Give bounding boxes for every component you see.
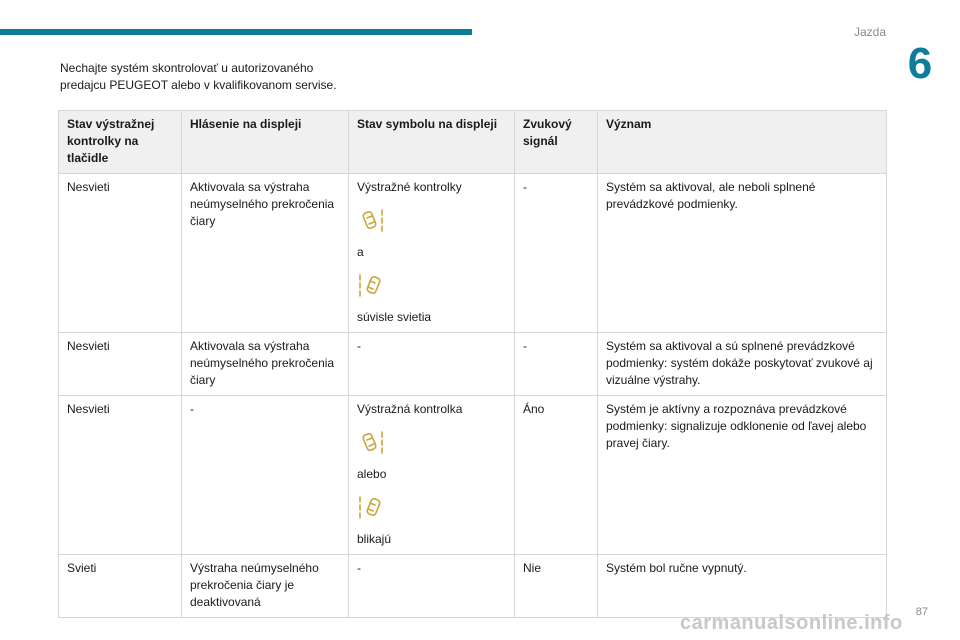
table-cell: Systém je aktívny a rozpoznáva prevádzkové podmienky: signalizuje odklonenie od ľavej alebo pravej čiary. xyxy=(598,396,887,555)
symbol-join: alebo xyxy=(357,467,387,481)
table-cell: Systém sa aktivoval, ale neboli splnené prevádzkové podmienky. xyxy=(598,174,887,333)
section-title: Jazda xyxy=(853,25,886,39)
table-cell: Výstraha neúmyselného prekročenia čiary je deaktivovaná xyxy=(182,555,349,618)
table-cell: Áno xyxy=(515,396,598,555)
intro-paragraph: Nechajte systém skontrolovať u autorizovaného predajcu PEUGEOT alebo v kvalifikovanom servise. xyxy=(60,61,337,92)
header-cell: Hlásenie na displeji xyxy=(182,111,349,174)
table-cell: Nesvieti xyxy=(59,396,182,555)
table-cell xyxy=(349,174,515,333)
symbol-state: blikajú xyxy=(357,532,392,546)
table-cell: - xyxy=(182,396,349,555)
chapter-number: 6 xyxy=(907,39,933,88)
lane-departure-right-icon xyxy=(357,208,387,234)
table-row xyxy=(59,555,887,618)
table-cell: Systém bol ručne vypnutý. xyxy=(598,555,887,618)
header-accent-bar xyxy=(0,29,472,35)
symbol-text: Výstražná kontrolka xyxy=(357,402,463,416)
symbol-join: a xyxy=(357,245,364,259)
table-cell: Svieti xyxy=(59,555,182,618)
table-cell: - xyxy=(349,555,515,618)
header-cell: Stav výstražnej kontrolky na tlačidle xyxy=(59,111,182,174)
table-cell: Nesvieti xyxy=(59,174,182,333)
watermark: carmanualsonline.info xyxy=(680,612,903,634)
table-cell: - xyxy=(515,333,598,396)
status-table xyxy=(58,110,887,618)
table-cell: Nesvieti xyxy=(59,333,182,396)
header-cell: Význam xyxy=(598,111,887,174)
table-header-row xyxy=(59,111,887,174)
lane-departure-left-icon xyxy=(357,495,387,521)
page-number: 87 xyxy=(915,606,928,618)
table-cell: Nie xyxy=(515,555,598,618)
table-cell: - xyxy=(515,174,598,333)
table-cell: Systém sa aktivoval a sú splnené prevádzkové podmienky: systém dokáže poskytovať zvukové aj vizuálne výstrahy. xyxy=(598,333,887,396)
header-cell: Stav symbolu na displeji xyxy=(349,111,515,174)
table-row xyxy=(59,174,887,333)
table-cell: - xyxy=(349,333,515,396)
table-row xyxy=(59,396,887,555)
table-cell xyxy=(349,396,515,555)
symbol-text: Výstražné kontrolky xyxy=(357,180,462,194)
lane-departure-right-icon xyxy=(357,430,387,456)
table-row xyxy=(59,333,887,396)
symbol-state: súvisle svietia xyxy=(357,310,432,324)
table-cell: Aktivovala sa výstraha neúmyselného prekročenia čiary xyxy=(182,174,349,333)
table-cell: Aktivovala sa výstraha neúmyselného prekročenia čiary xyxy=(182,333,349,396)
lane-departure-left-icon xyxy=(357,273,387,299)
header-cell: Zvukový signál xyxy=(515,111,598,174)
